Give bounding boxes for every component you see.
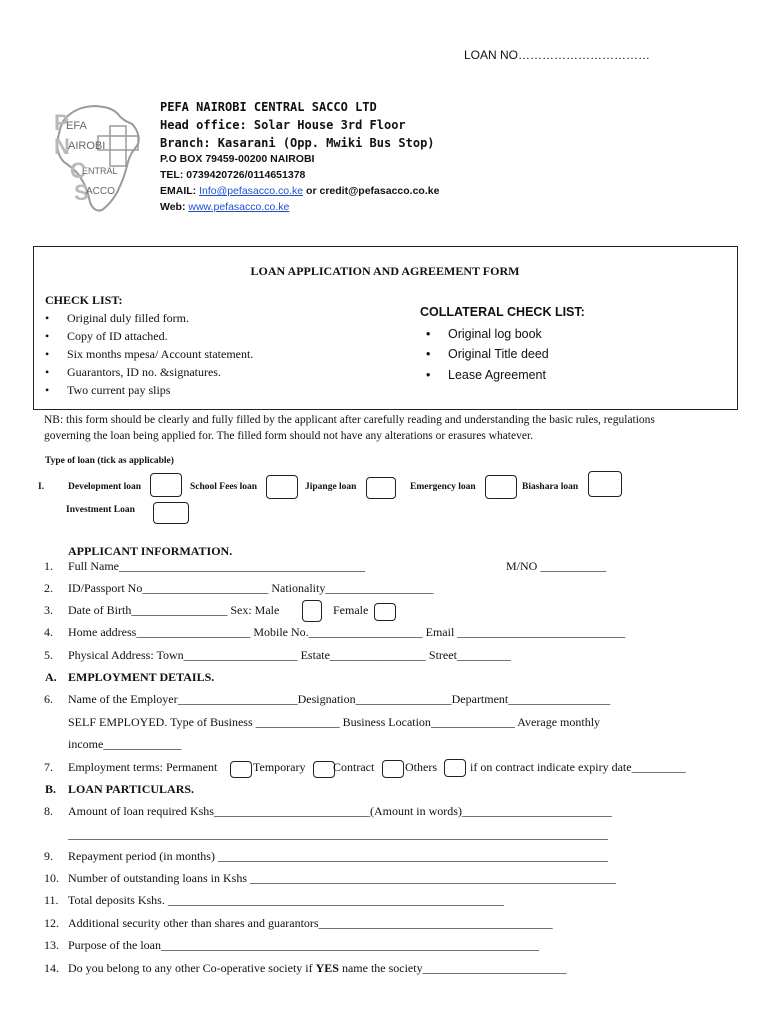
web-line: [160, 201, 289, 213]
branch: Branch: Kasarani (Opp. Mwiki Bus Stop): [160, 136, 435, 150]
physical-address-field[interactable]: Physical Address: Town___________________ Estate________________ Street_________: [68, 648, 511, 662]
employment-terms-label: Employment terms: Permanent: [68, 760, 218, 774]
loan-type-emergency-label: Emergency loan: [410, 482, 476, 492]
temporary-label: Temporary: [253, 760, 306, 774]
contract-expiry-field[interactable]: if on contract indicate expiry date_________: [470, 760, 686, 774]
loan-type-development-label: Development loan: [68, 482, 142, 492]
loan-type-school-fees-label: School Fees loan: [190, 482, 258, 492]
member-number-field[interactable]: M/NO ___________: [506, 559, 607, 573]
permanent-checkbox[interactable]: [230, 761, 252, 778]
address-mobile-email-field[interactable]: Home address___________________ Mobile No.___________________ Email ____________________________: [68, 625, 626, 639]
nb-note-line-1: NB: this form should be clearly and fully filled by the applicant after carefully reading and understanding the basic rules, regulations: [44, 414, 655, 426]
checklist-item: • Two current pay slips: [67, 383, 170, 398]
development-loan-checkbox[interactable]: [150, 473, 182, 497]
loan-amount-words-continuation[interactable]: __________________________________________________________________________________________: [68, 827, 608, 841]
logo-text-entral: ENTRAL: [82, 166, 118, 176]
loan-number-field[interactable]: LOAN NO……………………………: [464, 48, 651, 62]
checklist-title: CHECK LIST:: [45, 293, 123, 307]
investment-loan-checkbox[interactable]: [153, 502, 189, 524]
temporary-checkbox[interactable]: [313, 761, 335, 778]
collateral-item: • Original log book: [448, 327, 542, 341]
item-number: 10.: [44, 871, 59, 885]
outstanding-loans-field[interactable]: Number of outstanding loans in Kshs _____________________________________________________________: [68, 871, 616, 885]
section-letter-b: B.: [45, 782, 57, 796]
jipange-loan-checkbox[interactable]: [366, 477, 396, 499]
monthly-income-field[interactable]: income_____________: [68, 737, 182, 751]
checklist-item: • Copy of ID attached.: [67, 329, 168, 344]
applicant-heading: APPLICANT INFORMATION.: [68, 544, 233, 558]
item-number: 5.: [44, 648, 53, 662]
date-of-birth-field[interactable]: Date of Birth________________ Sex: Male: [68, 603, 280, 617]
total-deposits-field[interactable]: Total deposits Kshs. ________________________________________________________: [68, 893, 504, 907]
loan-type-title: Type of loan (tick as applicable): [45, 456, 174, 466]
self-employed-field[interactable]: SELF EMPLOYED. Type of Business ______________ Business Location______________ Average monthly: [68, 715, 601, 729]
other-cooperative-question: Do you belong to any other Co-operative society if: [68, 961, 316, 975]
logo-letter-s: S: [74, 180, 89, 205]
full-name-field[interactable]: Full Name_________________________________________: [68, 559, 365, 573]
loan-type-biashara-label: Biashara loan: [522, 482, 579, 492]
checklist-item: • Six months mpesa/ Account statement.: [67, 347, 253, 362]
logo-text-acco: ACCO: [86, 186, 115, 197]
web-label: Web:: [160, 201, 189, 213]
logo-letter-p: P: [54, 110, 69, 135]
employer-field[interactable]: Name of the Employer____________________Designation________________Department_________________: [68, 692, 611, 706]
po-box: P.O BOX 79459-00200 NAIROBI: [160, 153, 315, 165]
item-number: 13.: [44, 938, 59, 952]
sex-female-label: Female: [333, 603, 369, 617]
item-number: 7.: [44, 760, 53, 774]
checklist-item: • Guarantors, ID no. &signatures.: [67, 365, 221, 380]
email-link-info[interactable]: Info@pefasacco.co.ke: [199, 185, 304, 197]
item-number: 3.: [44, 603, 53, 617]
employment-heading: EMPLOYMENT DETAILS.: [68, 670, 215, 684]
logo-letter-c: C: [70, 158, 86, 183]
others-checkbox[interactable]: [444, 759, 466, 777]
biashara-loan-checkbox[interactable]: [588, 471, 622, 497]
form-title: LOAN APPLICATION AND AGREEMENT FORM: [250, 264, 520, 278]
other-cooperative-field[interactable]: [68, 961, 567, 976]
contract-checkbox[interactable]: [382, 760, 404, 778]
contract-label: Contract: [333, 760, 375, 774]
sex-male-checkbox[interactable]: [302, 600, 322, 622]
org-name: PEFA NAIROBI CENTRAL SACCO LTD: [160, 100, 377, 114]
email-label: EMAIL:: [160, 185, 200, 197]
item-number: 9.: [44, 849, 53, 863]
collateral-item: • Lease Agreement: [448, 368, 546, 382]
item-number: 6.: [44, 692, 53, 706]
email-line: [160, 185, 439, 197]
item-number: 8.: [44, 804, 53, 818]
school-fees-loan-checkbox[interactable]: [266, 475, 298, 499]
society-name-blank[interactable]: name the society________________________: [338, 961, 567, 975]
website-link[interactable]: www.pefasacco.co.ke: [188, 201, 290, 213]
collateral-item: • Original Title deed: [448, 347, 549, 361]
loan-particulars-heading: LOAN PARTICULARS.: [68, 782, 195, 796]
item-number: 2.: [44, 581, 53, 595]
nb-note-line-2: governing the loan being applied for. The filled form should not have any alterations or erasures whatever.: [44, 430, 534, 442]
logo-letter-n: N: [54, 134, 70, 159]
loan-purpose-field[interactable]: Purpose of the loan_______________________________________________________________: [68, 938, 539, 952]
item-number: 1.: [44, 559, 53, 573]
id-nationality-field[interactable]: ID/Passport No_____________________ Nationality__________________: [68, 581, 434, 595]
logo-text-efa: EFA: [66, 120, 87, 132]
item-number: 12.: [44, 916, 59, 930]
item-number: 4.: [44, 625, 53, 639]
sex-female-checkbox[interactable]: [374, 603, 396, 621]
item-number: 11.: [44, 893, 59, 907]
checklist-item: • Original duly filled form.: [67, 311, 189, 326]
loan-type-investment-label: Investment Loan: [66, 505, 135, 515]
collateral-title: COLLATERAL CHECK LIST:: [420, 305, 585, 319]
logo-text-airobi: AIROBI: [68, 140, 106, 152]
others-label: Others: [405, 760, 437, 774]
head-office: Head office: Solar House 3rd Floor: [160, 118, 406, 132]
repayment-period-field[interactable]: Repayment period (in months) _________________________________________________________________: [68, 849, 608, 863]
email-credit: or credit@pefasacco.co.ke: [303, 185, 440, 197]
loan-type-jipange-label: Jipange loan: [305, 482, 357, 492]
additional-security-field[interactable]: Additional security other than shares and guarantors_______________________________________: [68, 916, 553, 930]
loan-type-roman: I.: [38, 482, 45, 492]
telephone: TEL: 0739420726/0114651378: [160, 169, 306, 181]
loan-amount-field[interactable]: Amount of loan required Kshs__________________________(Amount in words)_________________________: [68, 804, 612, 818]
yes-emphasis: YES: [315, 961, 339, 975]
section-letter-a: A.: [45, 670, 57, 684]
emergency-loan-checkbox[interactable]: [485, 475, 517, 499]
sacco-logo: [50, 100, 150, 216]
item-number: 14.: [44, 961, 59, 975]
